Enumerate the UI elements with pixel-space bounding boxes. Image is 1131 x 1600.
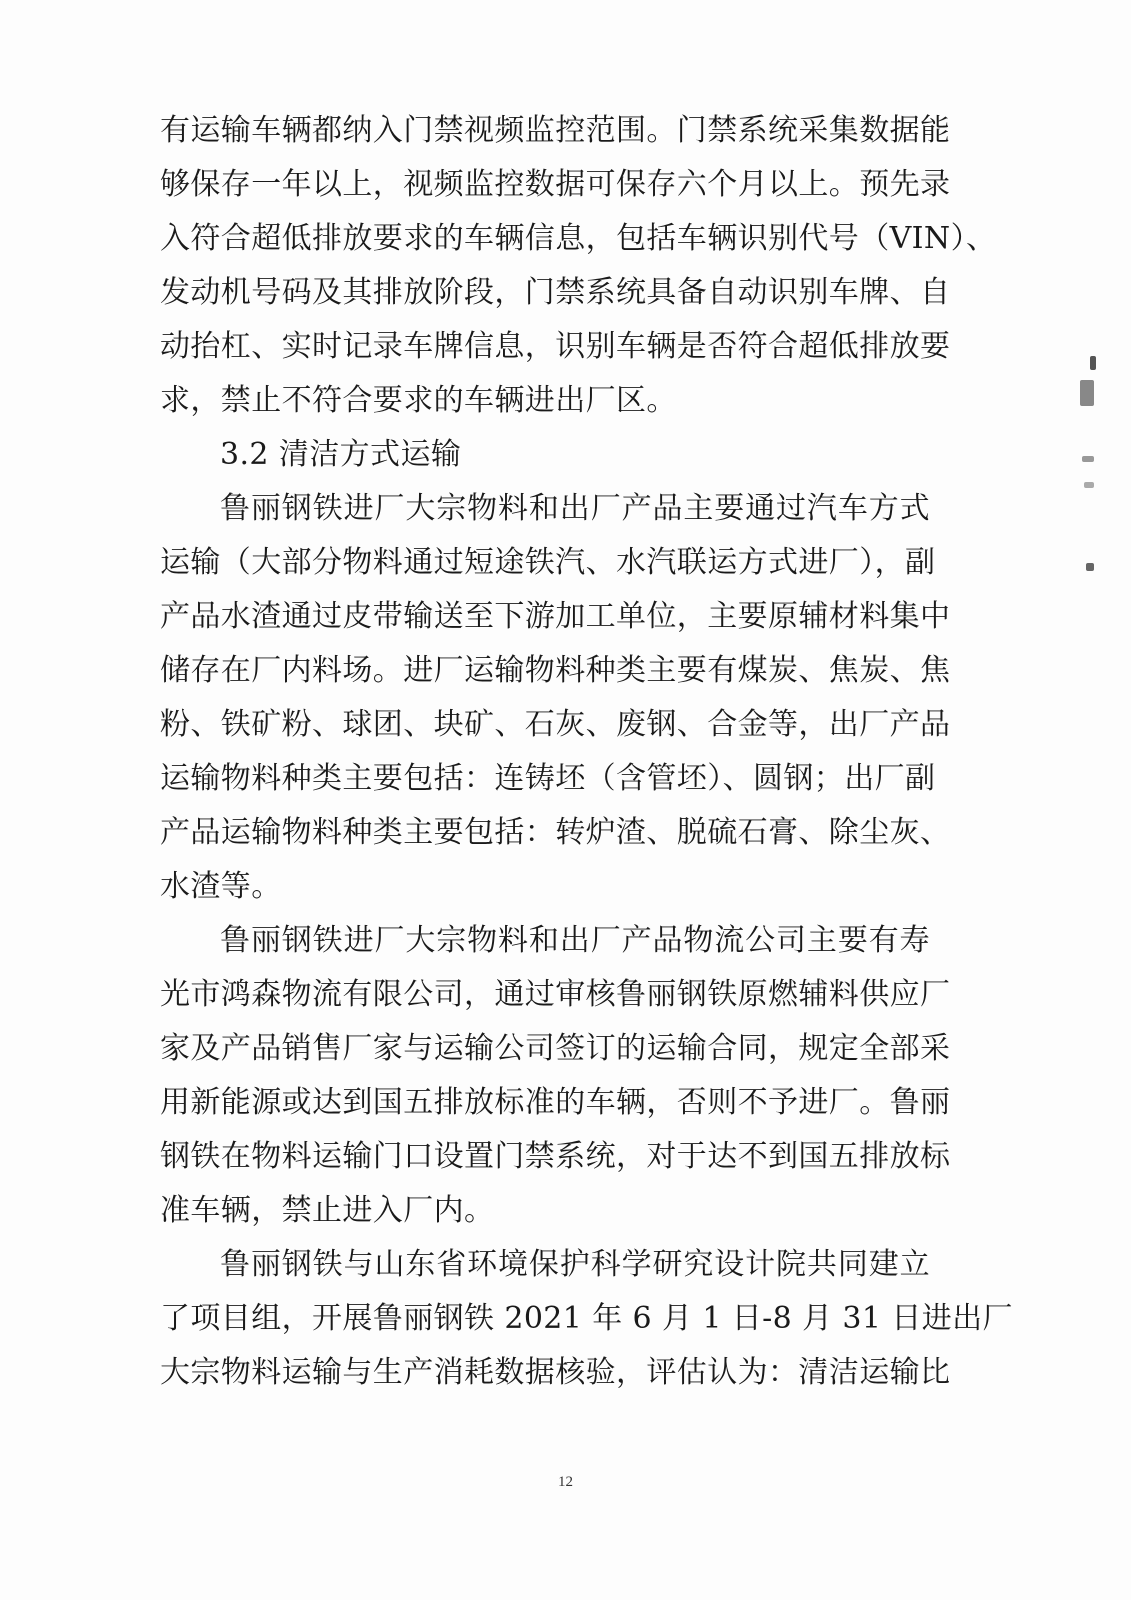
text-line: 鲁丽钢铁与山东省环境保护科学研究设计院共同建立 — [220, 1247, 930, 1282]
text-line: 产品运输物料种类主要包括：转炉渣、脱硫石膏、除尘灰、 — [160, 815, 951, 850]
text-line: 家及产品销售厂家与运输公司签订的运输合同，规定全部采 — [160, 1031, 951, 1066]
text-line: 鲁丽钢铁进厂大宗物料和出厂产品主要通过汽车方式 — [220, 491, 930, 526]
text-line: 准车辆，禁止进入厂内。 — [160, 1193, 495, 1228]
text-line: 水渣等。 — [160, 869, 282, 904]
text-line: 产品水渣通过皮带输送至下游加工单位，主要原辅材料集中 — [160, 599, 951, 634]
text-line: 大宗物料运输与生产消耗数据核验，评估认为：清洁运输比 — [160, 1355, 951, 1390]
scan-artifact — [1080, 380, 1094, 406]
text-line: 够保存一年以上，视频监控数据可保存六个月以上。预先录 — [160, 167, 951, 202]
text-line: 了项目组，开展鲁丽钢铁 2021 年 6 月 1 日-8 月 31 日进出厂 — [160, 1301, 1013, 1336]
scan-artifact — [1090, 356, 1096, 370]
text-line: 储存在厂内料场。进厂运输物料种类主要有煤炭、焦炭、焦 — [160, 653, 951, 688]
text-line: 运输（大部分物料通过短途铁汽、水汽联运方式进厂），副 — [160, 545, 936, 580]
text-line: 粉、铁矿粉、球团、块矿、石灰、废钢、合金等，出厂产品 — [160, 707, 951, 742]
scan-artifact — [1086, 563, 1094, 571]
text-line: 3.2 清洁方式运输 — [220, 437, 462, 472]
text-line: 用新能源或达到国五排放标准的车辆，否则不予进厂。鲁丽 — [160, 1085, 951, 1120]
scan-artifact — [1082, 456, 1094, 462]
page-number: 12 — [558, 1474, 573, 1490]
text-line: 求，禁止不符合要求的车辆进出厂区。 — [160, 383, 677, 418]
scan-artifact — [1084, 482, 1094, 488]
text-line: 入符合超低排放要求的车辆信息，包括车辆识别代号（VIN）、 — [160, 221, 997, 256]
text-line: 钢铁在物料运输门口设置门禁系统，对于达不到国五排放标 — [160, 1139, 951, 1174]
text-line: 有运输车辆都纳入门禁视频监控范围。门禁系统采集数据能 — [160, 113, 951, 148]
text-line: 鲁丽钢铁进厂大宗物料和出厂产品物流公司主要有寿 — [220, 923, 930, 958]
text-line: 光市鸿森物流有限公司，通过审核鲁丽钢铁原燃辅料供应厂 — [160, 977, 951, 1012]
text-line: 运输物料种类主要包括：连铸坯（含管坯）、圆钢；出厂副 — [160, 761, 936, 796]
body-text — [160, 104, 1013, 1400]
text-line: 动抬杠、实时记录车牌信息，识别车辆是否符合超低排放要 — [160, 329, 951, 364]
text-line: 发动机号码及其排放阶段，门禁系统具备自动识别车牌、自 — [160, 275, 951, 310]
